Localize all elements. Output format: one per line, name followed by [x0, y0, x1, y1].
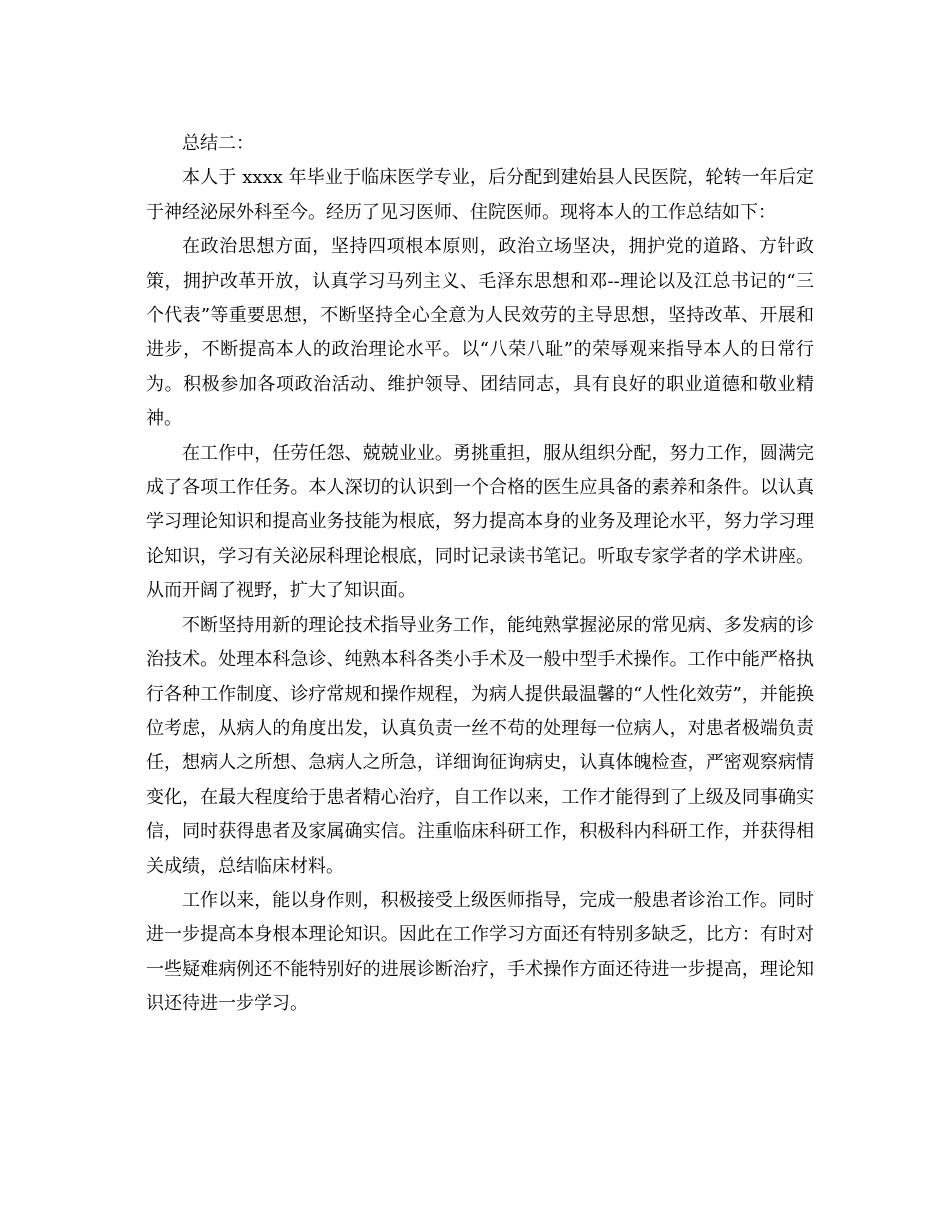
document-body	[146, 127, 814, 1022]
paragraph-1: 本人于 xxxx 年毕业于临床医学专业，后分配到建始县人民医院，轮转一年后定于神经泌尿外科至今。经历了见习医师、住院医师。现将本人的工作总结如下：	[146, 167, 814, 223]
paragraph-2: 在政治思想方面，坚持四项根本原则，政治立场坚决，拥护党的道路、方针政策，拥护改革开放，认真学习马列主义、毛泽东思想和邓--理论以及江总书记的“三个代表”等重要思想，不断坚持全心全意为人民效劳的主导思想，坚持改革、开展和进步，不断提高本人的政治理论水平。以“八荣八耻”的荣辱观来指导本人的日常行为。积极参加各项政治活动、维护领导、团结同志，具有良好的职业道德和敬业精神。	[146, 236, 814, 430]
paragraph-4: 不断坚持用新的理论技术指导业务工作，能纯熟掌握泌尿的常见病、多发病的诊治技术。处理本科急诊、纯熟本科各类小手术及一般中型手术操作。工作中能严格执行各种工作制度、诊疗常规和操作规程，为病人提供最温馨的“人性化效劳”，并能换位考虑，从病人的角度出发，认真负责一丝不苟的处理每一位病人，对患者极端负责任，想病人之所想、急病人之所急，详细询征询病史，认真体魄检查，严密观察病情变化，在最大程度给于患者精心治疗，自工作以来，工作才能得到了上级及同事确实信，同时获得患者及家属确实信。注重临床科研工作，积极科内科研工作，并获得相关成绩，总结临床材料。	[146, 614, 814, 877]
paragraph-3: 在工作中，任劳任怨、兢兢业业。勇挑重担，服从组织分配，努力工作，圆满完成了各项工作任务。本人深切的认识到一个合格的医生应具备的素养和条件。以认真学习理论知识和提高业务技能为根底，努力提高本身的业务及理论水平，努力学习理论知识，学习有关泌尿科理论根底，同时记录读书笔记。听取专家学者的学术讲座。从而开阔了视野，扩大了知识面。	[146, 442, 814, 602]
paragraph-5: 工作以来，能以身作则，积极接受上级医师指导，完成一般患者诊治工作。同时进一步提高本身根本理论知识。因此在工作学习方面还有特别多缺乏，比方：有时对一些疑难病例还不能特别好的进展诊断治疗，手术操作方面还待进一步提高，理论知识还待进一步学习。	[146, 889, 814, 1015]
section-heading: 总结二：	[182, 133, 254, 154]
